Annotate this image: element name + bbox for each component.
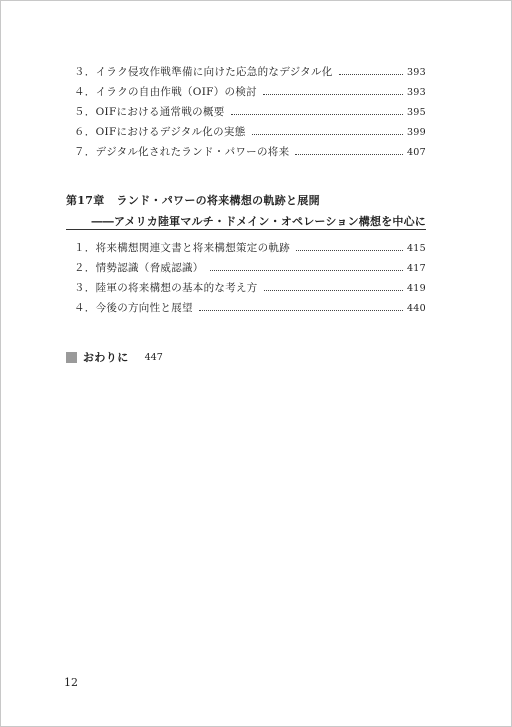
toc-entry[interactable] [74,64,426,79]
dot-leader [210,270,403,271]
toc-entry-title: ７．デジタル化されたランド・パワーの将来 [74,146,290,158]
toc-entry-title: ６．OIFにおけるデジタル化の実態 [74,126,246,138]
toc-entry-page: 393 [406,67,426,78]
chapter-title-line [66,192,426,208]
dot-leader [296,250,403,251]
dot-leader [252,134,403,135]
toc-entry[interactable] [74,240,426,255]
page-number: 12 [64,676,78,689]
chapter-title: ランド・パワーの将来構想の軌跡と展開 [116,194,320,207]
toc-entry-page: 440 [406,303,426,314]
square-bullet-icon [66,352,77,363]
dot-leader [199,310,403,311]
dot-leader [339,74,403,75]
toc-entry-page: 419 [406,283,426,294]
toc-entry-page: 393 [406,87,426,98]
toc-entry[interactable] [74,84,426,99]
toc-entry-title: ３．イラク侵攻作戦準備に向けた応急的なデジタル化 [74,66,333,78]
toc-entry-title: ４．今後の方向性と展望 [74,302,193,314]
toc-entry[interactable] [74,280,426,295]
chapter-subtitle: ――アメリカ陸軍マルチ・ドメイン・オペレーション構想を中心に [91,215,426,228]
toc-entry-title: ３．陸軍の将来構想の基本的な考え方 [74,282,258,294]
closing-entry[interactable] [66,349,163,365]
toc-entry-title: ２．情勢認識（脅威認識） [74,262,204,274]
toc-entry-title: ４．イラクの自由作戦（OIF）の検討 [74,86,257,98]
toc-entry[interactable] [74,260,426,275]
toc-entry[interactable] [74,124,426,139]
toc-entry[interactable] [74,300,426,315]
toc-entry-page: 417 [406,263,426,274]
toc-entry-title: ５．OIFにおける通常戦の概要 [74,106,225,118]
toc-entry-page: 399 [406,127,426,138]
toc-entry[interactable] [74,104,426,119]
dot-leader [263,94,403,95]
chapter-heading[interactable] [66,192,426,229]
toc-entry-title: １．将来構想関連文書と将来構想策定の軌跡 [74,242,290,254]
toc-entry-page: 395 [406,107,426,118]
chapter-rule [66,229,426,230]
dot-leader [231,114,403,115]
toc-entry[interactable] [74,144,426,159]
closing-page: 447 [144,351,163,363]
dot-leader [295,154,403,155]
chapter-number: 第17章 [66,194,105,207]
toc-entry-page: 407 [406,147,426,158]
toc-entry-page: 415 [406,243,426,254]
dot-leader [264,290,403,291]
closing-title: おわりに [83,351,129,364]
